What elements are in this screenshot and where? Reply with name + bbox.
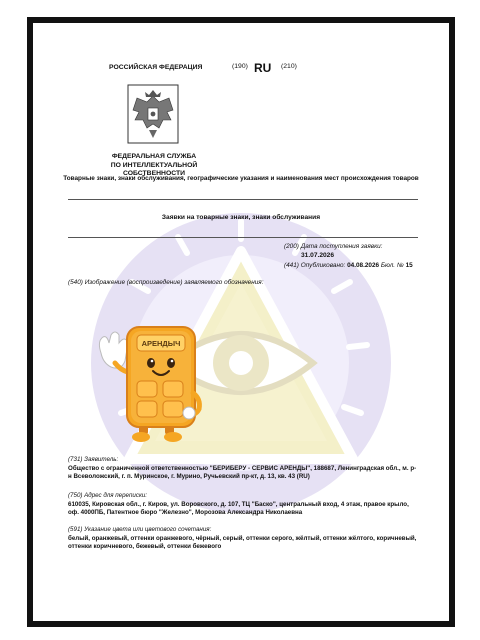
published-label: (441) Опубликовано:: [284, 262, 346, 269]
coat-of-arms-icon: [127, 84, 179, 144]
agency-line-2: ПО ИНТЕЛЛЕКТУАЛЬНОЙ СОБСТВЕННОСТИ: [110, 161, 198, 177]
country-name: РОССИЙСКАЯ ФЕДЕРАЦИЯ: [109, 64, 203, 71]
colors-label: (591) Указание цвета или цветового сочетания:: [68, 526, 212, 533]
correspondence-text: 610035, Кировская обл., г. Киров, ул. Воровского, д. 107, ТЦ "Баско", центральный вход, 4 этаж, правое крыло, оф. 4000ПБ, Патентное бюро "Железно", Морозова Александра Николаевна: [68, 501, 409, 517]
image-label: (540) Изображение (воспроизведение) заявляемого обозначения:: [68, 279, 264, 286]
applicant-text: Общество с ограниченной ответственностью "БЕРИБЕРУ - СЕРВИС АРЕНДЫ", 188687, Ленинградская обл., м. р-н Всеволожский, г. п. Муринское, г. Мурино, Ручьевский пр-кт, д. 13, кв. 43 (RU): [68, 465, 417, 481]
filing-date-label: (200) Дата поступления заявки:: [284, 243, 383, 250]
filing-date: 31.07.2026: [301, 252, 335, 259]
correspondence-label: (750) Адрес для переписки:: [68, 492, 148, 499]
mascot-calculator-image: [95, 313, 207, 445]
country-code: RU: [254, 61, 272, 75]
colors-text: белый, оранжевый, оттенки оранжевого, чёрный, серый, оттенки серого, жёлтый, оттенки жёлтого, коричневый, оттенки коричневого, бежевый, оттенки бежевого: [68, 535, 417, 551]
bulletin-label: Бюл. №: [380, 262, 404, 269]
applicant-label: (731) Заявитель:: [68, 456, 119, 463]
divider-top: [68, 199, 418, 200]
inid-190: (190): [232, 63, 248, 70]
publication-line: [284, 262, 413, 269]
document-page: [27, 17, 455, 627]
published-date: 04.08.2026: [347, 262, 380, 269]
section-title: Заявки на товарные знаки, знаки обслуживания: [161, 214, 321, 221]
inid-210: (210): [281, 63, 297, 70]
category-heading: Товарные знаки, знаки обслуживания, географические указания и наименования мест происхождения товаров: [63, 175, 419, 182]
divider-bottom: [68, 237, 418, 238]
agency-line-1: ФЕДЕРАЛЬНАЯ СЛУЖБА: [111, 153, 197, 160]
mascot-sign-text: АРЕНДЫЧ: [141, 339, 181, 348]
bulletin-number: 15: [405, 262, 413, 269]
